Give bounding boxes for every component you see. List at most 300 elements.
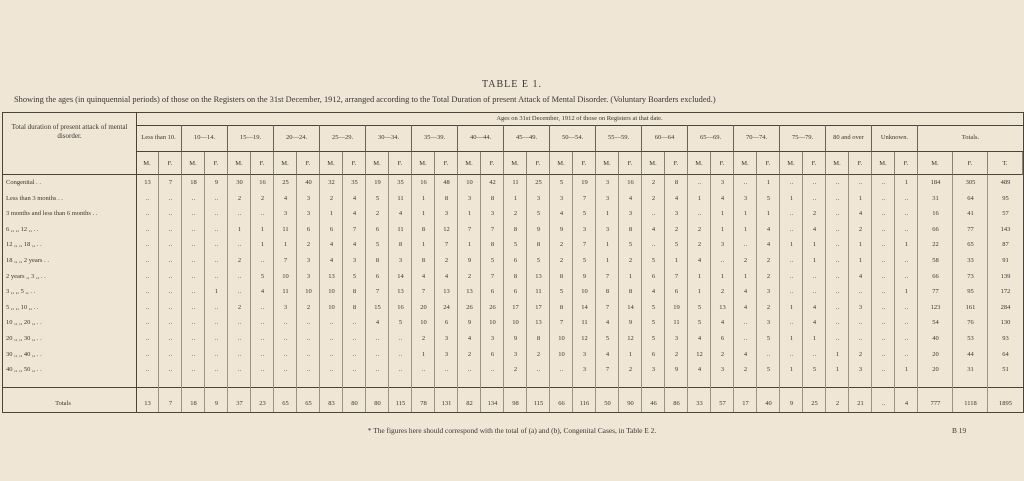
table-cell: .. [168, 288, 173, 296]
table-cell: 93 [1002, 335, 1009, 342]
sex-header-f: F. [159, 152, 182, 175]
table-cell: 5 [260, 272, 265, 280]
table-cell: .. [881, 257, 886, 264]
totals-cell: 115 [533, 400, 544, 407]
table-cell: 1 [260, 225, 265, 233]
table-cell: 3 [306, 257, 311, 264]
table-cell: 5 [582, 210, 587, 218]
table-cell: 3 [559, 194, 564, 202]
table-cell: .. [858, 288, 863, 296]
table-cell: 26 [489, 303, 496, 311]
table-cell: 24 [443, 303, 450, 311]
table-cell: 3 [536, 194, 541, 202]
age-group-header: 35—39. [412, 125, 458, 152]
totals-cell: 23 [259, 400, 266, 407]
table-cell: .. [858, 179, 863, 186]
table-cell: .. [214, 319, 219, 327]
table-cell: 5 [651, 303, 656, 311]
table-cell: 6 [490, 350, 495, 358]
table-cell: .. [283, 350, 288, 358]
stub-header: Total duration of present attack of mental disorder. [3, 113, 136, 175]
table-cell: .. [858, 335, 863, 342]
totals-cell: 40 [765, 400, 772, 407]
table-cell: 2 [812, 210, 817, 218]
table-cell: 2 [651, 194, 656, 202]
table-cell: 5 [651, 319, 656, 327]
table-cell: 3 [674, 335, 679, 342]
table-cell: 2 [766, 272, 771, 280]
table-cell: .. [835, 272, 840, 280]
table-cell: 3 [582, 366, 587, 374]
table-cell: 2 [260, 194, 265, 202]
table-cell: 3 [582, 225, 587, 233]
table-cell: 9 [674, 366, 679, 374]
table-cell: 5 [375, 194, 380, 202]
table-cell: .. [881, 303, 886, 311]
table-cell: 42 [489, 179, 496, 186]
age-group-header: 20—24. [274, 125, 320, 152]
table-cell: .. [812, 272, 817, 280]
table-cell: 4 [766, 241, 771, 249]
table-cell: 73 [967, 272, 974, 280]
age-group-header: Less than 10. [136, 125, 182, 152]
table-cell: .. [881, 272, 886, 280]
table-cell: 3 [306, 194, 311, 202]
sex-header-m: M. [136, 152, 159, 175]
table-cell: .. [191, 194, 196, 202]
table-cell: .. [375, 350, 380, 358]
table-cell: .. [789, 257, 794, 264]
table-cell: .. [835, 241, 840, 249]
sex-header-f: F. [527, 152, 550, 175]
table-cell: 2 [329, 194, 334, 202]
table-cell: 1 [904, 366, 909, 374]
table-cell: 9 [628, 319, 633, 327]
table-cell: 3 [582, 350, 587, 358]
table-cell: 18 [190, 179, 197, 186]
table-cell: 2 [444, 257, 449, 264]
table-cell: 4 [605, 319, 610, 327]
table-cell: .. [191, 241, 196, 249]
table-cell: 53 [967, 335, 974, 342]
table-cell: .. [168, 335, 173, 342]
table-cell: 8 [398, 241, 403, 249]
table-cell: .. [904, 225, 909, 233]
table-cell: .. [352, 319, 357, 327]
table-cell: 5 [559, 179, 564, 186]
table-cell: .. [237, 366, 242, 374]
table-cell: 13 [719, 303, 726, 311]
table-cell: 87 [1002, 241, 1009, 249]
table-cell: 32 [328, 179, 335, 186]
totals-cell: 1118 [964, 400, 977, 407]
table-cell: 1 [467, 210, 472, 218]
sex-header-f: F. [849, 152, 872, 175]
table-cell: .. [191, 366, 196, 374]
table-cell: 7 [375, 288, 380, 296]
table-cell: 5 [766, 335, 771, 342]
table-cell: 33 [967, 257, 974, 264]
table-cell: .. [789, 319, 794, 327]
table-cell: 3 [283, 210, 288, 218]
table-cell: 9 [214, 179, 219, 186]
table-cell: 1 [812, 241, 817, 249]
table-cell: 305 [965, 179, 976, 186]
totals-cell: 134 [487, 400, 498, 407]
totals-cell: 1895 [999, 400, 1012, 407]
table-cell: 7 [421, 288, 426, 296]
totals-divider [3, 387, 1023, 388]
table-cell: 1 [283, 241, 288, 249]
table-cell: 26 [466, 303, 473, 311]
table-cell: .. [306, 319, 311, 327]
table-cell: 1 [329, 210, 334, 218]
table-cell: 10 [328, 288, 335, 296]
table-cell: 6 [651, 350, 656, 358]
table-cell: 2 [467, 272, 472, 280]
table-cell: 8 [674, 179, 679, 186]
totals-cell: 57 [719, 400, 726, 407]
table-cell: .. [168, 210, 173, 218]
table-cell: 5 [582, 257, 587, 264]
table-cell: 10 [282, 272, 289, 280]
table-cell: .. [881, 241, 886, 249]
totals-cell: 18 [190, 400, 197, 407]
table-cell: .. [904, 303, 909, 311]
table-cell: .. [881, 288, 886, 296]
sex-header-m: M. [504, 152, 527, 175]
age-group-header: 25—29. [320, 125, 366, 152]
table-cell: .. [858, 319, 863, 327]
page-number: B 19 [952, 426, 967, 435]
table-cell: 10 [420, 319, 427, 327]
table-cell: .. [444, 366, 449, 374]
table-cell: 1 [467, 241, 472, 249]
ages-header: Ages on 31st December, 1912 of those on Registers at that date. [136, 113, 1023, 126]
table-cell: 4 [743, 288, 748, 296]
table-cell: 3 [720, 179, 725, 186]
table-cell: 9 [536, 225, 541, 233]
table-cell: .. [352, 350, 357, 358]
table-cell: 2 [766, 257, 771, 264]
table-cell: .. [835, 257, 840, 264]
table-cell: 20 [932, 366, 939, 374]
age-group-header: 15—19. [228, 125, 274, 152]
table-cell: 4 [651, 288, 656, 296]
table-cell: .. [145, 272, 150, 280]
age-group-header: 75—79. [780, 125, 826, 152]
sex-header-f: F. [711, 152, 734, 175]
table-cell: 7 [605, 366, 610, 374]
table-cell: 5 [766, 366, 771, 374]
table-cell: 4 [674, 194, 679, 202]
table-cell: 31 [967, 366, 974, 374]
table-cell: 2 [697, 225, 702, 233]
table-cell: 31 [932, 194, 939, 202]
table-cell: 22 [932, 241, 939, 249]
table-cell: 57 [1002, 210, 1009, 218]
table-cell: 2 [237, 257, 242, 264]
table-cell: 16 [627, 179, 634, 186]
table-cell: 16 [420, 179, 427, 186]
table-cell: 25 [282, 179, 289, 186]
table-cell: 13 [535, 272, 542, 280]
table-cell: 4 [858, 210, 863, 218]
table-cell: 10 [558, 335, 565, 342]
table-cell: 6 [513, 257, 518, 264]
table-subtitle: Showing the ages (in quinquennial periods) of those on the Registers on the 31st December, 1912, arranged according to the Total Duration of present Attack of Mental Disorder. (Voluntary Boarders excluded.) [14, 95, 716, 104]
table-cell: 11 [282, 225, 289, 233]
table-cell: 3 [858, 366, 863, 374]
table-cell: .. [720, 257, 725, 264]
table-cell: 95 [967, 288, 974, 296]
table-cell: 13 [397, 288, 404, 296]
table-cell: .. [191, 350, 196, 358]
totals-label: Totals [55, 400, 71, 407]
table-cell: 7 [559, 319, 564, 327]
table-cell: .. [214, 257, 219, 264]
table-cell: 3 [490, 210, 495, 218]
table-cell: 5 [536, 210, 541, 218]
table-cell: 2 [651, 179, 656, 186]
table-cell: 6 [444, 319, 449, 327]
table-cell: 4 [812, 303, 817, 311]
table-cell: 14 [627, 303, 634, 311]
row-label: 20 ,, ,, 30 ,, . . [6, 335, 42, 342]
table-cell: 7 [674, 272, 679, 280]
table-cell: .. [168, 350, 173, 358]
table-cell: 4 [605, 350, 610, 358]
table-cell: 2 [306, 303, 311, 311]
table-cell: .. [881, 319, 886, 327]
table-cell: 6 [490, 288, 495, 296]
table-cell: 4 [398, 210, 403, 218]
table-cell: 6 [329, 225, 334, 233]
totals-cell: 65 [282, 400, 289, 407]
table-cell: 41 [967, 210, 974, 218]
table-cell: 19 [581, 179, 588, 186]
row-label: 3 ,, ,, 5 ,, . . [6, 288, 36, 296]
table-cell: .. [651, 210, 656, 218]
table-cell: .. [191, 210, 196, 218]
table-cell: 13 [466, 288, 473, 296]
table-cell: 4 [329, 257, 334, 264]
totals-cell: 46 [650, 400, 657, 407]
totals-cell: 25 [811, 400, 818, 407]
table-cell: 7 [444, 241, 449, 249]
table-cell: 2 [375, 210, 380, 218]
table-cell: 1 [904, 241, 909, 249]
table-cell: .. [789, 272, 794, 280]
table-cell: 9 [467, 257, 472, 264]
table-cell: 7 [490, 272, 495, 280]
table-cell: .. [398, 350, 403, 358]
table-cell: 2 [237, 303, 242, 311]
table-cell: 143 [1000, 225, 1011, 233]
table-cell: 6 [674, 288, 679, 296]
table-cell: .. [835, 179, 840, 186]
age-group-header: 30—34. [366, 125, 412, 152]
sex-header-m: M. [872, 152, 895, 175]
table-cell: 5 [490, 257, 495, 264]
sex-header-f: F. [205, 152, 228, 175]
table-cell: 8 [421, 225, 426, 233]
totals-cell: 80 [351, 400, 358, 407]
table-cell: 3 [444, 350, 449, 358]
table-cell: 17 [535, 303, 542, 311]
table-cell: .. [168, 319, 173, 327]
table-cell: 2 [858, 350, 863, 358]
table-cell: .. [145, 241, 150, 249]
table-cell: .. [835, 335, 840, 342]
table-cell: 7 [352, 225, 357, 233]
totals-cell: .. [881, 400, 886, 407]
table-cell: 3 [720, 241, 725, 249]
table-cell: 1 [697, 194, 702, 202]
table-cell: 16 [259, 179, 266, 186]
table-cell: 4 [812, 225, 817, 233]
table-cell: 3 [306, 272, 311, 280]
row-label: 18 ,, ,, 2 years . . [6, 257, 49, 264]
totals-cell: 78 [420, 400, 427, 407]
table-cell: .. [812, 350, 817, 358]
data-table [2, 112, 1024, 413]
table-cell: .. [398, 366, 403, 374]
table-cell: .. [306, 335, 311, 342]
table-cell: 7 [582, 241, 587, 249]
table-cell: 3 [858, 303, 863, 311]
table-cell: 1 [858, 194, 863, 202]
table-cell: .. [789, 225, 794, 233]
table-cell: 8 [513, 272, 518, 280]
table-cell: 19 [374, 179, 381, 186]
table-cell: .. [214, 272, 219, 280]
table-cell: 1 [605, 257, 610, 264]
table-cell: 13 [535, 319, 542, 327]
table-cell: .. [168, 257, 173, 264]
table-cell: 5 [766, 194, 771, 202]
table-cell: .. [904, 335, 909, 342]
table-cell: .. [191, 319, 196, 327]
table-cell: 54 [932, 319, 939, 327]
table-cell: 4 [720, 319, 725, 327]
table-cell: 4 [766, 225, 771, 233]
table-cell: 8 [628, 225, 633, 233]
sex-header-m: M. [918, 152, 953, 175]
table-cell: 25 [535, 179, 542, 186]
table-cell: 2 [467, 350, 472, 358]
table-cell: 1 [605, 210, 610, 218]
age-group-header: 60—64 [642, 125, 688, 152]
table-cell: 3 [651, 366, 656, 374]
table-cell: 1 [904, 179, 909, 186]
table-cell: 16 [397, 303, 404, 311]
totals-cell: 98 [512, 400, 519, 407]
table-cell: 65 [967, 241, 974, 249]
table-cell: .. [168, 241, 173, 249]
table-cell: .. [191, 225, 196, 233]
totals-cell: 83 [328, 400, 335, 407]
table-cell: 1 [835, 366, 840, 374]
table-cell: 19 [673, 303, 680, 311]
table-cell: 139 [1000, 272, 1011, 280]
table-cell: 2 [421, 335, 426, 342]
table-cell: 3 [398, 257, 403, 264]
table-cell: 2 [720, 288, 725, 296]
table-cell: .. [881, 225, 886, 233]
table-cell: 4 [743, 350, 748, 358]
table-cell: 1 [743, 210, 748, 218]
table-cell: 77 [967, 225, 974, 233]
table-cell: .. [260, 335, 265, 342]
table-cell: .. [191, 257, 196, 264]
table-cell: 10 [512, 319, 519, 327]
table-cell: 11 [673, 319, 680, 327]
table-cell: .. [467, 366, 472, 374]
table-cell: 40 [932, 335, 939, 342]
totals-cell: 80 [374, 400, 381, 407]
table-cell: 1 [605, 241, 610, 249]
table-cell: 2 [513, 210, 518, 218]
table-cell: 4 [421, 272, 426, 280]
table-cell: 6 [375, 225, 380, 233]
row-label: 12 ,, ,, 18 ,, . . [6, 241, 42, 249]
sex-header-f: F. [389, 152, 412, 175]
sex-header-f: F. [435, 152, 458, 175]
table-cell: 3 [743, 194, 748, 202]
totals-cell: 86 [673, 400, 680, 407]
table-cell: .. [743, 241, 748, 249]
table-cell: 6 [375, 272, 380, 280]
table-cell: .. [145, 303, 150, 311]
table-cell: 1 [674, 257, 679, 264]
table-cell: 14 [397, 272, 404, 280]
table-cell: .. [145, 210, 150, 218]
table-cell: .. [260, 319, 265, 327]
table-cell: 8 [490, 194, 495, 202]
table-cell: 4 [375, 319, 380, 327]
table-cell: 4 [697, 257, 702, 264]
table-cell: .. [283, 366, 288, 374]
table-cell: .. [904, 350, 909, 358]
table-cell: 123 [930, 303, 941, 311]
sex-header-f: F. [619, 152, 642, 175]
row-label: 5 ,, ,, 10 ,, . . [6, 303, 39, 311]
table-cell: 8 [352, 303, 357, 311]
table-cell: 48 [443, 179, 450, 186]
table-cell: 1 [628, 272, 633, 280]
table-cell: 12 [581, 335, 588, 342]
table-cell: 9 [467, 319, 472, 327]
totals-cell: 7 [168, 400, 173, 407]
table-cell: 4 [559, 210, 564, 218]
table-cell: 4 [352, 241, 357, 249]
table-cell: .. [168, 272, 173, 280]
table-cell: 2 [306, 241, 311, 249]
row-label: 30 ,, ,, 40 ,, . . [6, 350, 42, 358]
sex-header-m: M. [780, 152, 803, 175]
age-group-header: 80 and over [826, 125, 872, 152]
table-cell: 2 [559, 257, 564, 264]
table-cell: 8 [559, 303, 564, 311]
table-cell: 4 [720, 194, 725, 202]
table-cell: .. [651, 241, 656, 249]
table-cell: 4 [329, 241, 334, 249]
table-cell: .. [145, 350, 150, 358]
table-cell: 7 [605, 272, 610, 280]
totals-cell: 9 [789, 400, 794, 407]
table-cell: 2 [628, 257, 633, 264]
